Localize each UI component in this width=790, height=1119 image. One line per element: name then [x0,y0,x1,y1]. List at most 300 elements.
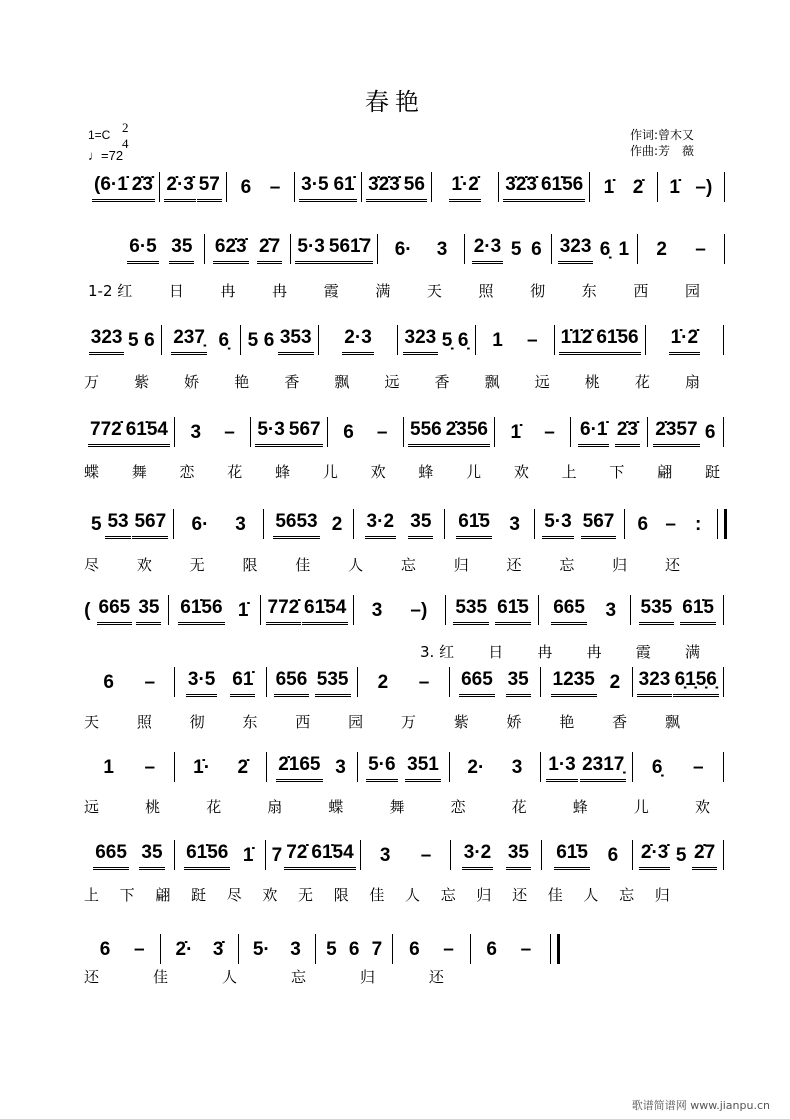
note-group: 5 [127,330,139,351]
lyric-syllable: 3. 红 [420,643,455,661]
staff-line [118,234,728,264]
lyric-syllable: 天 [426,282,442,300]
note-group: 6 [103,672,114,693]
lyric-syllable: 忘 [440,886,456,904]
lyric-syllable: 忘 [290,968,306,986]
lyric-syllable: 跹 [191,886,207,904]
lyric-syllable: 西 [295,713,311,731]
barline [723,325,727,355]
lyric-syllable: 归 [654,886,670,904]
note-group: 2 [609,672,621,693]
note-group: 6·5 [127,236,158,264]
note-group: 61̇ [331,174,356,202]
lyric-syllable: 尽 [84,556,100,574]
note-group: 665 [459,669,495,697]
barline [723,840,727,870]
measure [168,595,261,625]
note-group: 1̇ [242,845,254,866]
lyric-syllable: 香 [284,373,300,391]
note-group: 2317̣ [580,754,626,782]
lyric-syllable: 冉 [537,643,553,661]
lyric-syllable: 下 [119,886,135,904]
note-group: 3·2 [462,842,493,870]
measure [250,417,326,447]
measure [632,752,723,782]
measure [624,509,714,539]
note-group: – : [665,514,702,535]
note-group: 3 [335,757,346,778]
lyric-syllable: 还 [664,556,680,574]
measure [632,840,723,870]
note-group: 3̇ [212,939,224,960]
note-group: 3 [371,600,383,621]
note-group: 2·3 [342,327,373,355]
note-group: 1̇ [669,177,680,198]
note-group: 61̇54 [124,419,170,447]
measure [444,509,534,539]
lyric-syllable: 跹 [704,463,720,481]
note-group: 6 [263,330,275,351]
note-group: 323 [558,236,594,264]
note-group: 3·5 [299,174,330,202]
note-group: 35 [408,511,433,539]
note-group: 1 [103,757,114,778]
note-group: 665 [551,597,587,625]
note-group: 57 [197,174,222,202]
lyric-syllable: 万 [84,373,100,391]
measure [84,840,174,870]
staff-line [88,172,728,202]
lyric-syllable: 东 [242,713,258,731]
measure [118,234,204,264]
lyric-syllable: 满 [375,282,391,300]
note-group: 2̇·3̇ [639,842,670,870]
measure [645,325,723,355]
measure [498,172,589,202]
note-group: 2̇3̇ [615,419,640,447]
note-group: 3 [379,845,391,866]
note-group: 35 [506,669,531,697]
note-group: 5 [326,939,337,960]
lyrics-line [84,461,720,482]
barline [724,234,728,264]
lyric-syllable: 万 [400,713,416,731]
lyrics-line [88,280,700,301]
lyrics-line [84,371,700,392]
lyric-syllable: 欢 [694,798,710,816]
lyric-syllable: 艳 [234,373,250,391]
note-group: 1̇ [510,422,522,443]
note-group: 6̣ [599,239,611,260]
measure [541,840,632,870]
note-group: 2̇ [237,757,249,778]
lyric-syllable: 归 [453,556,469,574]
note-group: 61̇5 [680,597,716,625]
measure [238,934,315,964]
note-group: 6̣ [218,330,230,351]
measure [589,172,656,202]
lyric-syllable: 归 [476,886,492,904]
note-group: 56 [402,174,427,202]
lyric-syllable: 归 [612,556,628,574]
lyric-syllable: 还 [84,968,100,986]
note-group: 35 [136,597,161,625]
note-group: 2̇· [175,939,193,960]
note-group: 1̇·2̇ [449,174,480,202]
note-group: 567 [581,511,617,539]
note-group: 3̇2̇3̇ [503,174,539,202]
credits [630,127,694,159]
note-group: 6 [486,939,497,960]
lyric-syllable: 还 [512,886,528,904]
lyric-syllable: 忘 [559,556,575,574]
measure [88,172,159,202]
measure [360,840,451,870]
note-group: 72̇ [284,842,309,870]
measure [174,667,265,697]
note-group: 1 [492,330,503,351]
note-group: 3 [436,239,448,260]
lyric-syllable: 儿 [466,463,482,481]
lyric-syllable: 园 [348,713,364,731]
lyric-syllable: 忘 [619,886,635,904]
lyric-syllable: 蜂 [572,798,588,816]
barline [723,417,727,447]
measure [160,934,237,964]
measure [265,840,360,870]
note-group: 2̇357 [653,419,699,447]
note-group: – [269,177,281,198]
lyric-syllable: 照 [478,282,494,300]
measure [377,234,464,264]
note-group: 3·2 [365,511,396,539]
measure [445,595,538,625]
note-group: 2 [331,514,343,535]
measure [174,840,265,870]
note-group: 3 [235,514,246,535]
note-group: 2· [467,757,485,778]
staff-line [76,595,727,625]
lyric-syllable: 紫 [134,373,150,391]
lyric-syllable: 扇 [684,373,700,391]
note-group: 5 [675,845,687,866]
lyric-syllable: 欢 [136,556,152,574]
lyrics-line [84,966,444,987]
measure [327,417,403,447]
note-group: 2̇165 [276,754,322,782]
note-group: 5653 [273,511,319,539]
lyric-syllable: 蜂 [275,463,291,481]
song-title: 春艳 [365,88,425,116]
note-group: – [144,757,156,778]
note-group: 6 [531,239,542,260]
measure [84,509,173,539]
note-group: 5·3 [255,419,286,447]
measure [84,752,174,782]
measure [161,325,239,355]
measure [464,234,551,264]
measure [84,417,174,447]
note-group: 323 [403,327,439,355]
note-group: 2̇ [632,177,644,198]
note-group: 353 [278,327,314,355]
lyric-syllable: 蝶 [328,798,344,816]
lyric-syllable: 人 [348,556,364,574]
note-group: 61̇5 [456,511,492,539]
measure [84,934,160,964]
note-group: 665 [93,842,129,870]
measure [538,595,631,625]
barline [723,667,727,697]
note-group: 5 [90,514,102,535]
note-group: 535 [453,597,489,625]
note-group: – [520,939,532,960]
measure [632,667,723,697]
note-group: –) [410,600,428,621]
measure [431,172,498,202]
final-barline [550,934,560,964]
measure [76,595,168,625]
time-bottom: 4 [122,136,129,151]
note-group: 3 [290,939,301,960]
note-group: 5·3 [542,511,573,539]
note-group: 6̣ [457,330,469,351]
lyric-syllable: 舞 [389,798,405,816]
note-group: 35 [506,842,531,870]
note-group: – [133,939,145,960]
lyric-syllable: 恋 [450,798,466,816]
measure [657,172,724,202]
note-group: 2̇3̇ [130,174,155,202]
note-group: – [376,422,388,443]
note-group: – [544,422,555,443]
composer: 作曲:芳 薇 [630,144,695,158]
lyric-syllable: 花 [206,798,222,816]
barline [723,595,727,625]
lyric-syllable: 舞 [131,463,147,481]
lyric-syllable: 人 [583,886,599,904]
lyric-syllable: 扇 [267,798,283,816]
barline [724,172,728,202]
note-group: 5 [247,330,259,351]
staff-line [84,840,727,870]
measure [551,234,638,264]
note-group: 1̇ [603,177,615,198]
note-group: 1235 [551,669,597,697]
note-group: 2 [377,672,389,693]
lyric-syllable: 娇 [506,713,522,731]
note-group: 6 [637,514,649,535]
measure [540,667,631,697]
note-group: 7 [371,939,383,960]
measure [570,417,646,447]
lyric-syllable: 彻 [189,713,205,731]
measure [263,509,353,539]
lyric-syllable: 佳 [295,556,311,574]
note-group: 61̇56 [594,327,640,355]
lyric-syllable: 无 [298,886,314,904]
note-group: 6 [704,422,716,443]
measure [84,667,174,697]
lyric-syllable: 香 [612,713,628,731]
note-group: 535 [639,597,675,625]
note-group: 2 [656,239,667,260]
measure [637,234,724,264]
measure [449,667,540,697]
note-group: 2̇356 [444,419,490,447]
lyric-syllable: 尽 [226,886,242,904]
lyric-syllable: 桃 [145,798,161,816]
note-group: 7 [271,845,283,866]
lyricist: 作词:曾木又 [630,128,695,142]
lyric-syllable: 还 [506,556,522,574]
note-group: 61̇56 [178,597,224,625]
lyric-syllable: 彻 [530,282,546,300]
note-group: 2·3 [472,236,503,264]
staff-line [84,752,727,782]
measure [173,509,263,539]
note-group: 6· [394,239,412,260]
note-group: 5 [510,239,522,260]
note-group: 61̇56 [184,842,230,870]
note-group: 323 [637,669,673,697]
lyric-syllable: 霞 [323,282,339,300]
measure [318,325,396,355]
lyric-syllable: 欢 [262,886,278,904]
lyric-syllable: 翩 [657,463,673,481]
lyric-syllable: 上 [84,886,100,904]
note-group: ( [84,600,91,621]
lyric-syllable: 花 [634,373,650,391]
note-group: (6·1̇ [92,174,130,202]
measure [84,325,161,355]
note-group: 351 [405,754,441,782]
measure [361,172,431,202]
note-group: 567 [287,419,323,447]
note-group: 6̣ [651,757,663,778]
note-group: 61̇54 [309,842,355,870]
lyrics-line [84,884,670,905]
tempo-marking: ♩=72 [88,148,124,163]
lyric-syllable: 人 [405,886,421,904]
measure [540,752,631,782]
note-group: – [420,845,432,866]
note-group: 61̇56 [539,174,585,202]
lyric-syllable: 儿 [322,463,338,481]
lyric-syllable: 花 [511,798,527,816]
note-group: 1 [618,239,630,260]
note-group: 1̇1̇2̇ [559,327,595,355]
lyric-syllable: 翩 [155,886,171,904]
measure [353,509,443,539]
measure [357,667,448,697]
lyric-syllable: 飘 [484,373,500,391]
measure [174,752,265,782]
note-group: 1̇· [193,757,211,778]
note-group: 6 [348,939,360,960]
lyric-syllable: 冉 [586,643,602,661]
note-group: 2̇·3̇ [164,174,195,202]
lyric-syllable: 桃 [584,373,600,391]
measure [204,234,291,264]
note-group: 6 [144,330,155,351]
measure [294,172,361,202]
lyric-syllable: 1-2 红 [88,282,133,300]
lyrics-line [84,554,680,575]
measure [630,595,723,625]
lyric-syllable: 佳 [152,968,168,986]
measure [174,417,250,447]
note-group: 61̇5 [495,597,531,625]
note-group: – [443,939,454,960]
note-group: – [693,757,704,778]
note-group: 5·3 [295,236,326,264]
note-group: 6 [607,845,619,866]
time-top: 2 [122,120,129,135]
measure [290,234,377,264]
note-group: 53 [105,511,130,539]
staff-line [84,417,727,447]
lyric-syllable: 日 [488,643,504,661]
lyric-syllable: 限 [333,886,349,904]
lyric-syllable: 恋 [179,463,195,481]
measure [403,417,494,447]
note-group: 535 [315,669,351,697]
lyric-syllable: 远 [384,373,400,391]
note-group: 35 [139,842,164,870]
note-group: – [418,672,430,693]
lyric-syllable: 欢 [513,463,529,481]
note-group: 61̇54 [302,597,348,625]
lyric-syllable: 艳 [559,713,575,731]
lyrics-line [84,796,710,817]
lyric-syllable: 蜂 [418,463,434,481]
measure [494,417,570,447]
note-group: 35 [169,236,194,264]
note-group: 323 [89,327,125,355]
note-group: 237̣ [171,327,207,355]
measure [260,595,353,625]
note-group: 6· [191,514,209,535]
lyric-syllable: 天 [84,713,100,731]
note-group: 1̇·2̇ [669,327,700,355]
note-group: 3 [190,422,202,443]
note-group: 6·1̇ [578,419,609,447]
lyric-syllable: 照 [136,713,152,731]
lyric-syllable: 下 [609,463,625,481]
note-group: 6 [343,422,354,443]
note-group: 5̣ [441,330,453,351]
measure [357,752,448,782]
lyric-syllable: 满 [684,643,700,661]
measure [240,325,318,355]
lyric-syllable: 人 [221,968,237,986]
staff-line [84,934,560,964]
key-signature: 1=C [88,128,111,142]
lyric-syllable: 冉 [272,282,288,300]
note-group: 3 [605,600,617,621]
lyric-syllable: 欢 [370,463,386,481]
lyric-syllable: 紫 [453,713,469,731]
lyric-syllable: 远 [84,798,100,816]
measure [159,172,226,202]
measure [475,325,553,355]
measure [392,934,469,964]
lyric-syllable: 西 [633,282,649,300]
measure [450,840,541,870]
note-group: 3 [511,757,523,778]
note-group: 561̇7 [327,236,373,264]
